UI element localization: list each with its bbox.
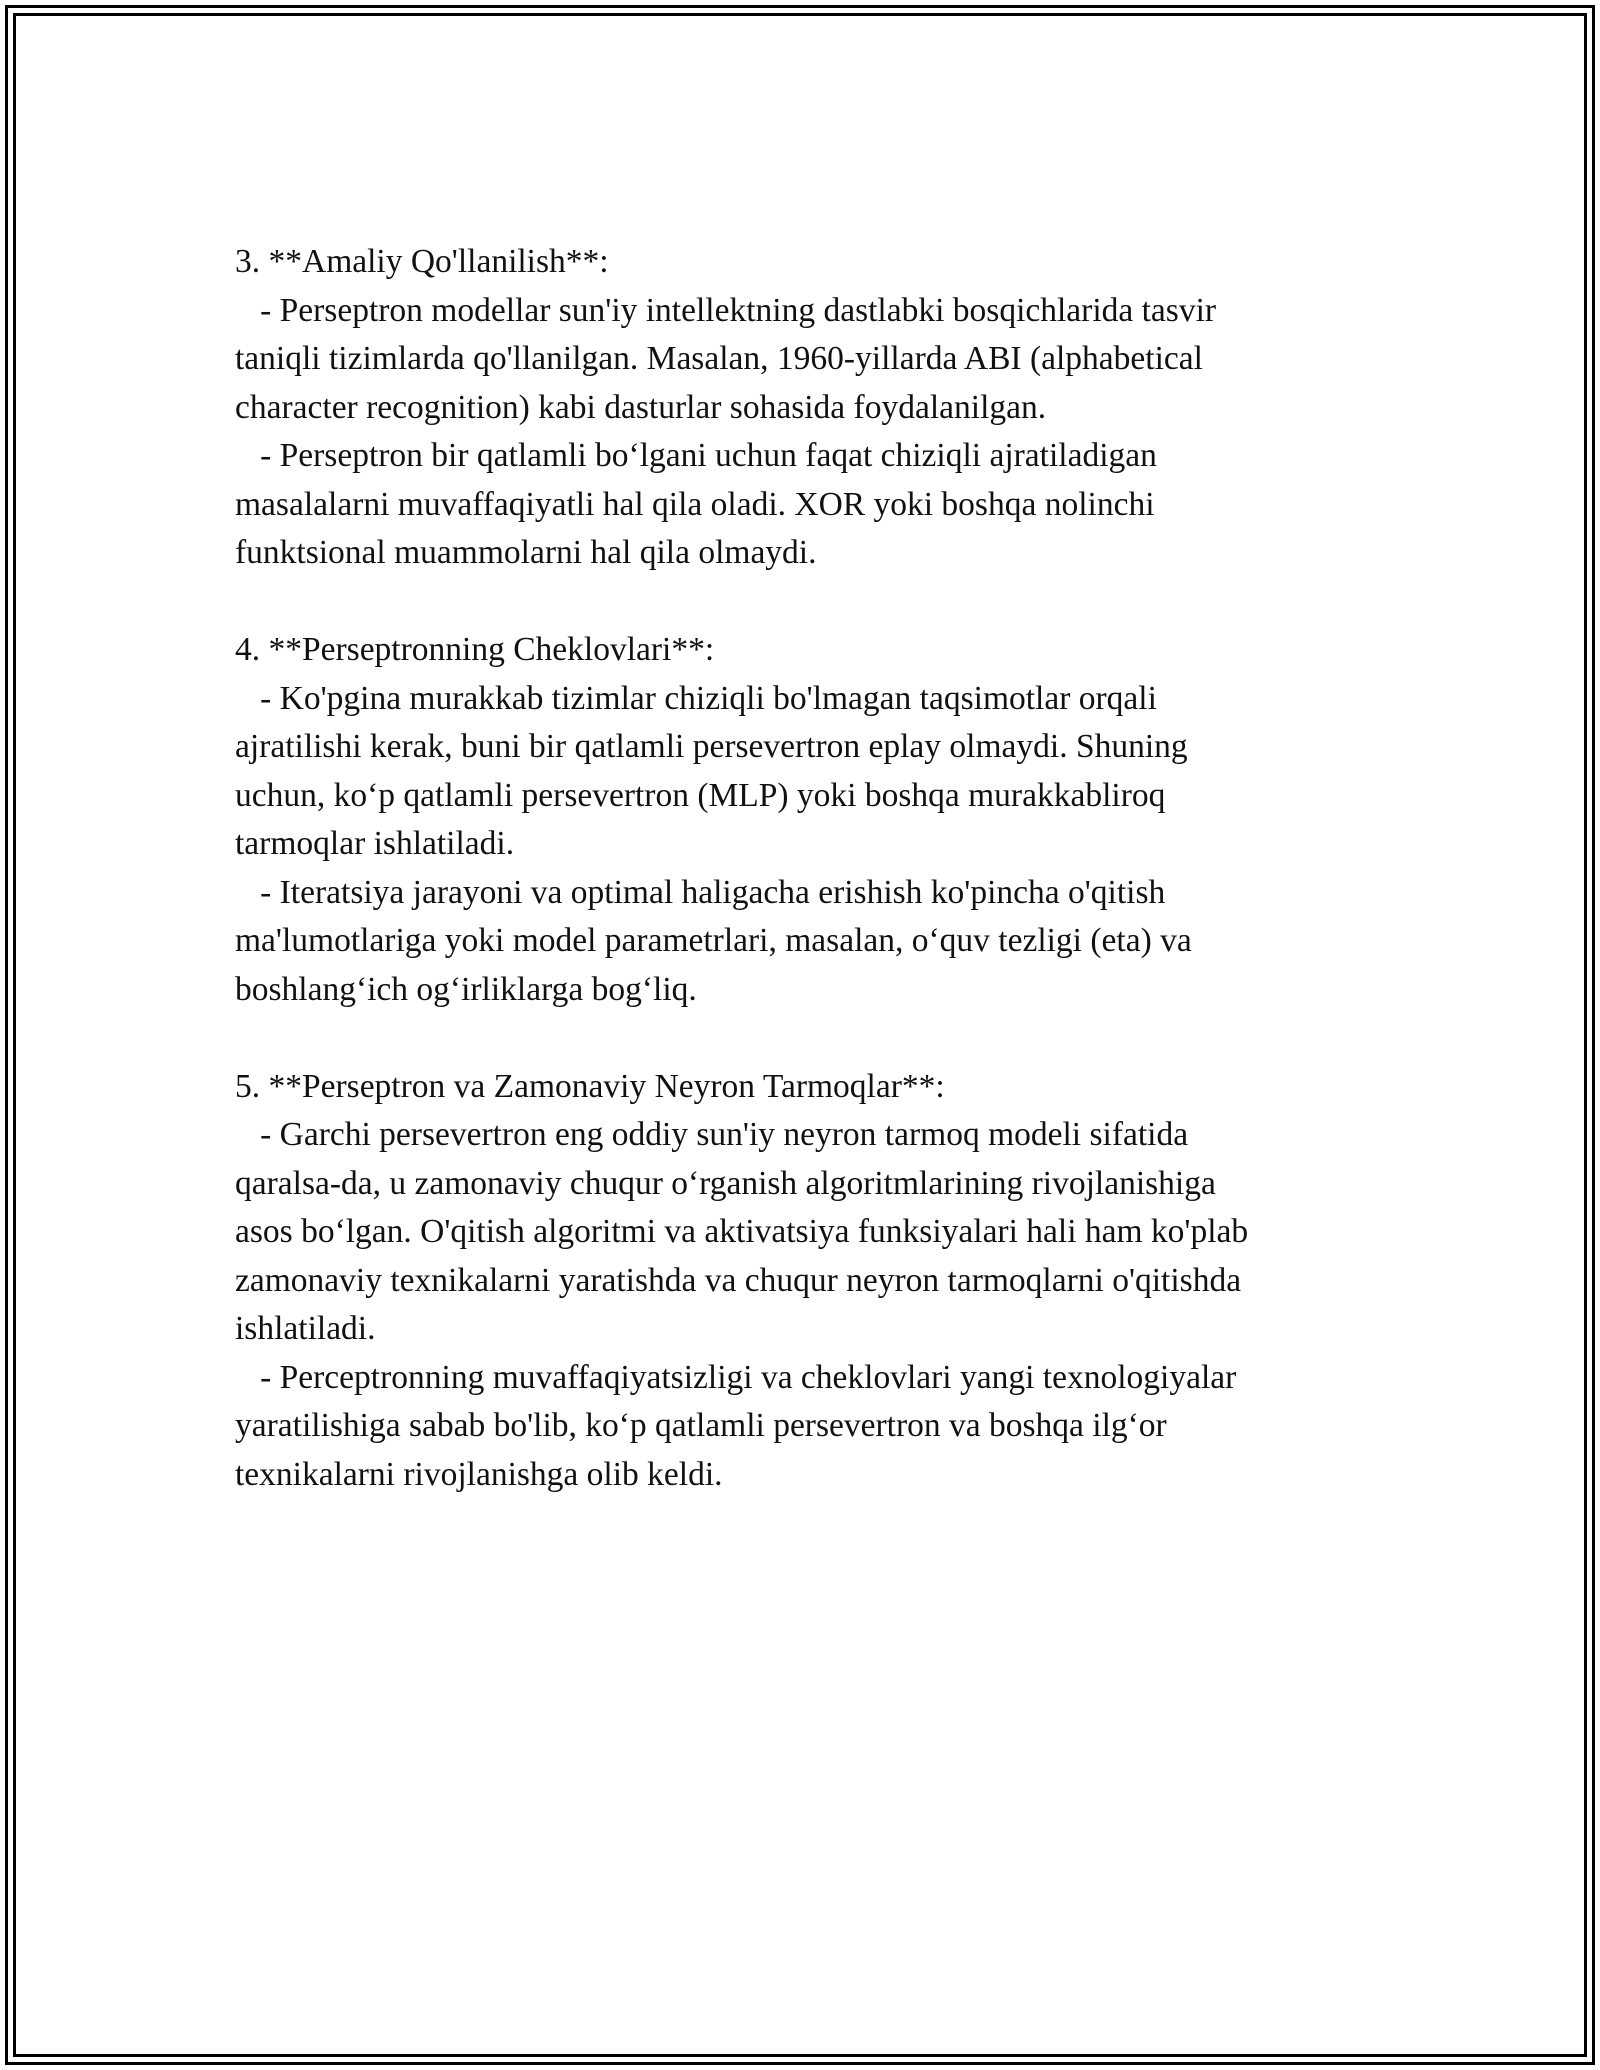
text-line: - Perseptron modellar sun'iy intellektning dastlabki bosqichlarida tasvir (235, 291, 1217, 329)
text-line: - Iteratsiya jarayoni va optimal haligacha erishish ko'pincha o'qitish (235, 873, 1166, 911)
section-perseptron-zamonaviy-tarmoqlar (235, 1063, 1365, 1500)
text-line: - Perceptronning muvaffaqiyatsizligi va cheklovlari yangi texnologiyalar (235, 1358, 1237, 1396)
text-line: ajratilishi kerak, buni bir qatlamli persevertron eplay olmaydi. Shuning (235, 728, 1188, 765)
text-line: uchun, ko‘p qatlamli persevertron (MLP) yoki boshqa murakkabliroq (235, 776, 1166, 814)
document-body (235, 238, 1365, 1548)
section-heading: 5. **Perseptron va Zamonaviy Neyron Tarmoqlar**: (235, 1067, 945, 1105)
text-line: funktsional muammolarni hal qila olmaydi. (235, 534, 817, 571)
text-line: - Perseptron bir qatlamli bo‘lgani uchun faqat chiziqli ajratiladigan (235, 437, 1157, 474)
section-perseptronning-cheklovlari (235, 626, 1365, 1014)
section-heading: 4. **Perseptronning Cheklovlari**: (235, 631, 715, 668)
text-line: - Ko'pgina murakkab tizimlar chiziqli bo'lmagan taqsimotlar orqali (235, 679, 1157, 717)
text-line: ishlatiladi. (235, 1310, 376, 1347)
text-line: qaralsa-da, u zamonaviy chuqur o‘rganish algoritmlarining rivojlanishiga (235, 1164, 1216, 1202)
text-line: asos bo‘lgan. O'qitish algoritmi va aktivatsiya funksiyalari hali ham ko'plab (235, 1213, 1249, 1250)
text-line: - Garchi persevertron eng oddiy sun'iy neyron tarmoq modeli sifatida (235, 1116, 1189, 1153)
text-line: masalalarni muvaffaqiyatli hal qila oladi. XOR yoki boshqa nolinchi (235, 485, 1155, 523)
text-line: texnikalarni rivojlanishga olib keldi. (235, 1455, 723, 1493)
text-line: taniqli tizimlarda qo'llanilgan. Masalan, 1960-yillarda ABI (alphabetical (235, 340, 1203, 377)
text-line: character recognition) kabi dasturlar sohasida foydalanilgan. (235, 388, 1047, 426)
section-amaliy-qollanilish (235, 238, 1365, 578)
section-heading: 3. **Amaliy Qo'llanilish**: (235, 243, 609, 280)
text-line: ma'lumotlariga yoki model parametrlari, masalan, o‘quv tezligi (eta) va (235, 922, 1192, 959)
text-line: boshlang‘ich og‘irliklarga bog‘liq. (235, 970, 697, 1008)
text-line: yaratilishiga sabab bo'lib, ko‘p qatlamli persevertron va boshqa ilg‘or (235, 1407, 1167, 1444)
text-line: tarmoqlar ishlatiladi. (235, 825, 515, 862)
text-line: zamonaviy texnikalarni yaratishda va chuqur neyron tarmoqlarni o'qitishda (235, 1261, 1242, 1299)
